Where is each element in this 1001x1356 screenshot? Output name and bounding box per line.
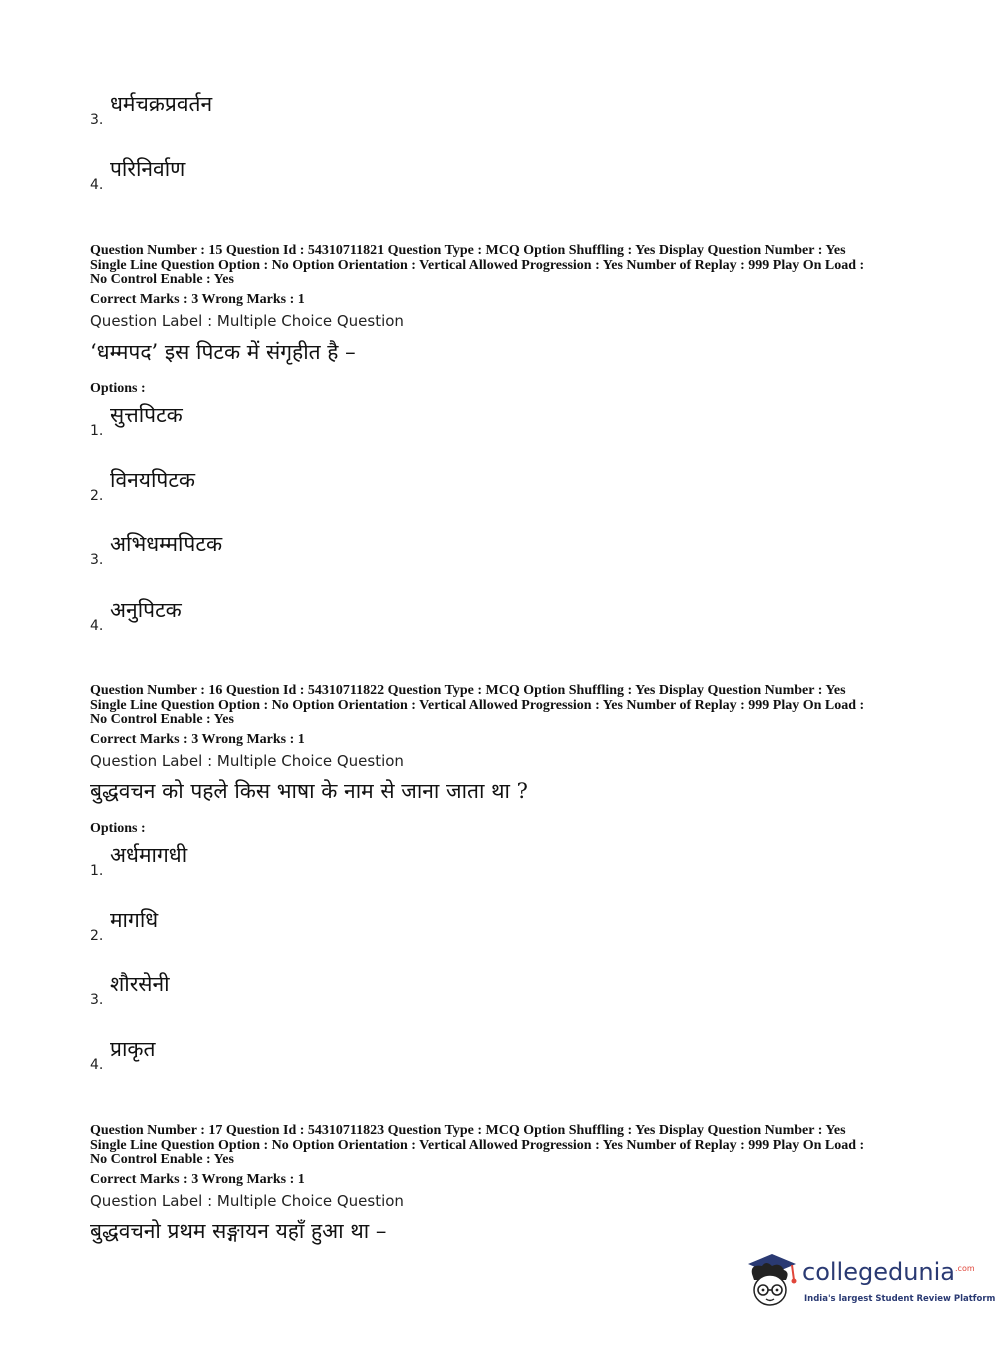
question-meta — [90, 244, 920, 288]
question-label: Question Label : Multiple Choice Question — [90, 752, 404, 770]
option-number: 4. — [90, 618, 104, 634]
option-number: 2. — [90, 488, 104, 504]
option-number: 4. — [90, 177, 104, 193]
meta-line: No Control Enable : Yes — [90, 1152, 234, 1167]
meta-line: Question Number : 16 Question Id : 54310711822 Question Type : MCQ Option Shuffling : Yes Display Question Number : Yes — [90, 683, 846, 698]
question-text: बुद्धवचन को पहले किस भाषा के नाम से जाना जाता था ? — [90, 779, 528, 803]
meta-line: No Control Enable : Yes — [90, 272, 234, 287]
logo-name: collegedunia — [802, 1258, 956, 1286]
logo-tagline: India's largest Student Review Platform — [804, 1294, 996, 1304]
option-number: 3. — [90, 992, 104, 1008]
meta-line: Single Line Question Option : No Option Orientation : Vertical Allowed Progression : Yes Number of Replay : 999 Play On Load : — [90, 697, 865, 713]
meta-line: No Control Enable : Yes — [90, 712, 234, 727]
option-text: सुत्तपिटक — [110, 403, 183, 427]
question-marks: Correct Marks : 3 Wrong Marks : 1 — [90, 1172, 305, 1187]
option-text: मागधि — [110, 908, 159, 932]
question-meta — [90, 1124, 920, 1168]
question-label: Question Label : Multiple Choice Question — [90, 1192, 404, 1210]
option-number: 3. — [90, 552, 104, 568]
meta-line: Single Line Question Option : No Option Orientation : Vertical Allowed Progression : Yes Number of Replay : 999 Play On Load : — [90, 257, 865, 273]
option-text: अर्धमागधी — [110, 843, 188, 867]
option-text: शौरसेनी — [110, 972, 170, 996]
option-text: अनुपिटक — [110, 598, 182, 622]
option-text: अभिधम्मपिटक — [110, 532, 223, 556]
question-label: Question Label : Multiple Choice Question — [90, 312, 404, 330]
logo-wordmark — [802, 1258, 975, 1286]
mascot-icon — [742, 1250, 800, 1310]
option-number: 1. — [90, 863, 104, 879]
option-text: धर्मचक्रप्रवर्तन — [110, 92, 213, 116]
options-heading: Options : — [90, 821, 146, 836]
question-marks: Correct Marks : 3 Wrong Marks : 1 — [90, 292, 305, 307]
option-text: परिनिर्वाण — [110, 157, 186, 181]
question-marks: Correct Marks : 3 Wrong Marks : 1 — [90, 732, 305, 747]
meta-line: Question Number : 17 Question Id : 54310711823 Question Type : MCQ Option Shuffling : Yes Display Question Number : Yes — [90, 1123, 846, 1138]
question-meta — [90, 684, 920, 728]
option-number: 2. — [90, 928, 104, 944]
option-number: 4. — [90, 1057, 104, 1073]
option-text: विनयपिटक — [110, 468, 196, 492]
option-text: प्राकृत — [110, 1037, 156, 1061]
meta-line: Question Number : 15 Question Id : 54310711821 Question Type : MCQ Option Shuffling : Yes Display Question Number : Yes — [90, 243, 846, 258]
option-number: 3. — [90, 112, 104, 128]
question-text: बुद्धवचनो प्रथम सङ्गायन यहाँ हुआ था – — [90, 1219, 387, 1243]
question-text: ‘धम्मपद’ इस पिटक में संगृहीत है – — [90, 340, 356, 364]
options-heading: Options : — [90, 381, 146, 396]
meta-line: Single Line Question Option : No Option Orientation : Vertical Allowed Progression : Yes Number of Replay : 999 Play On Load : — [90, 1137, 865, 1153]
collegedunia-logo — [742, 1248, 996, 1318]
option-number: 1. — [90, 423, 104, 439]
logo-suffix: .com — [955, 1264, 975, 1273]
